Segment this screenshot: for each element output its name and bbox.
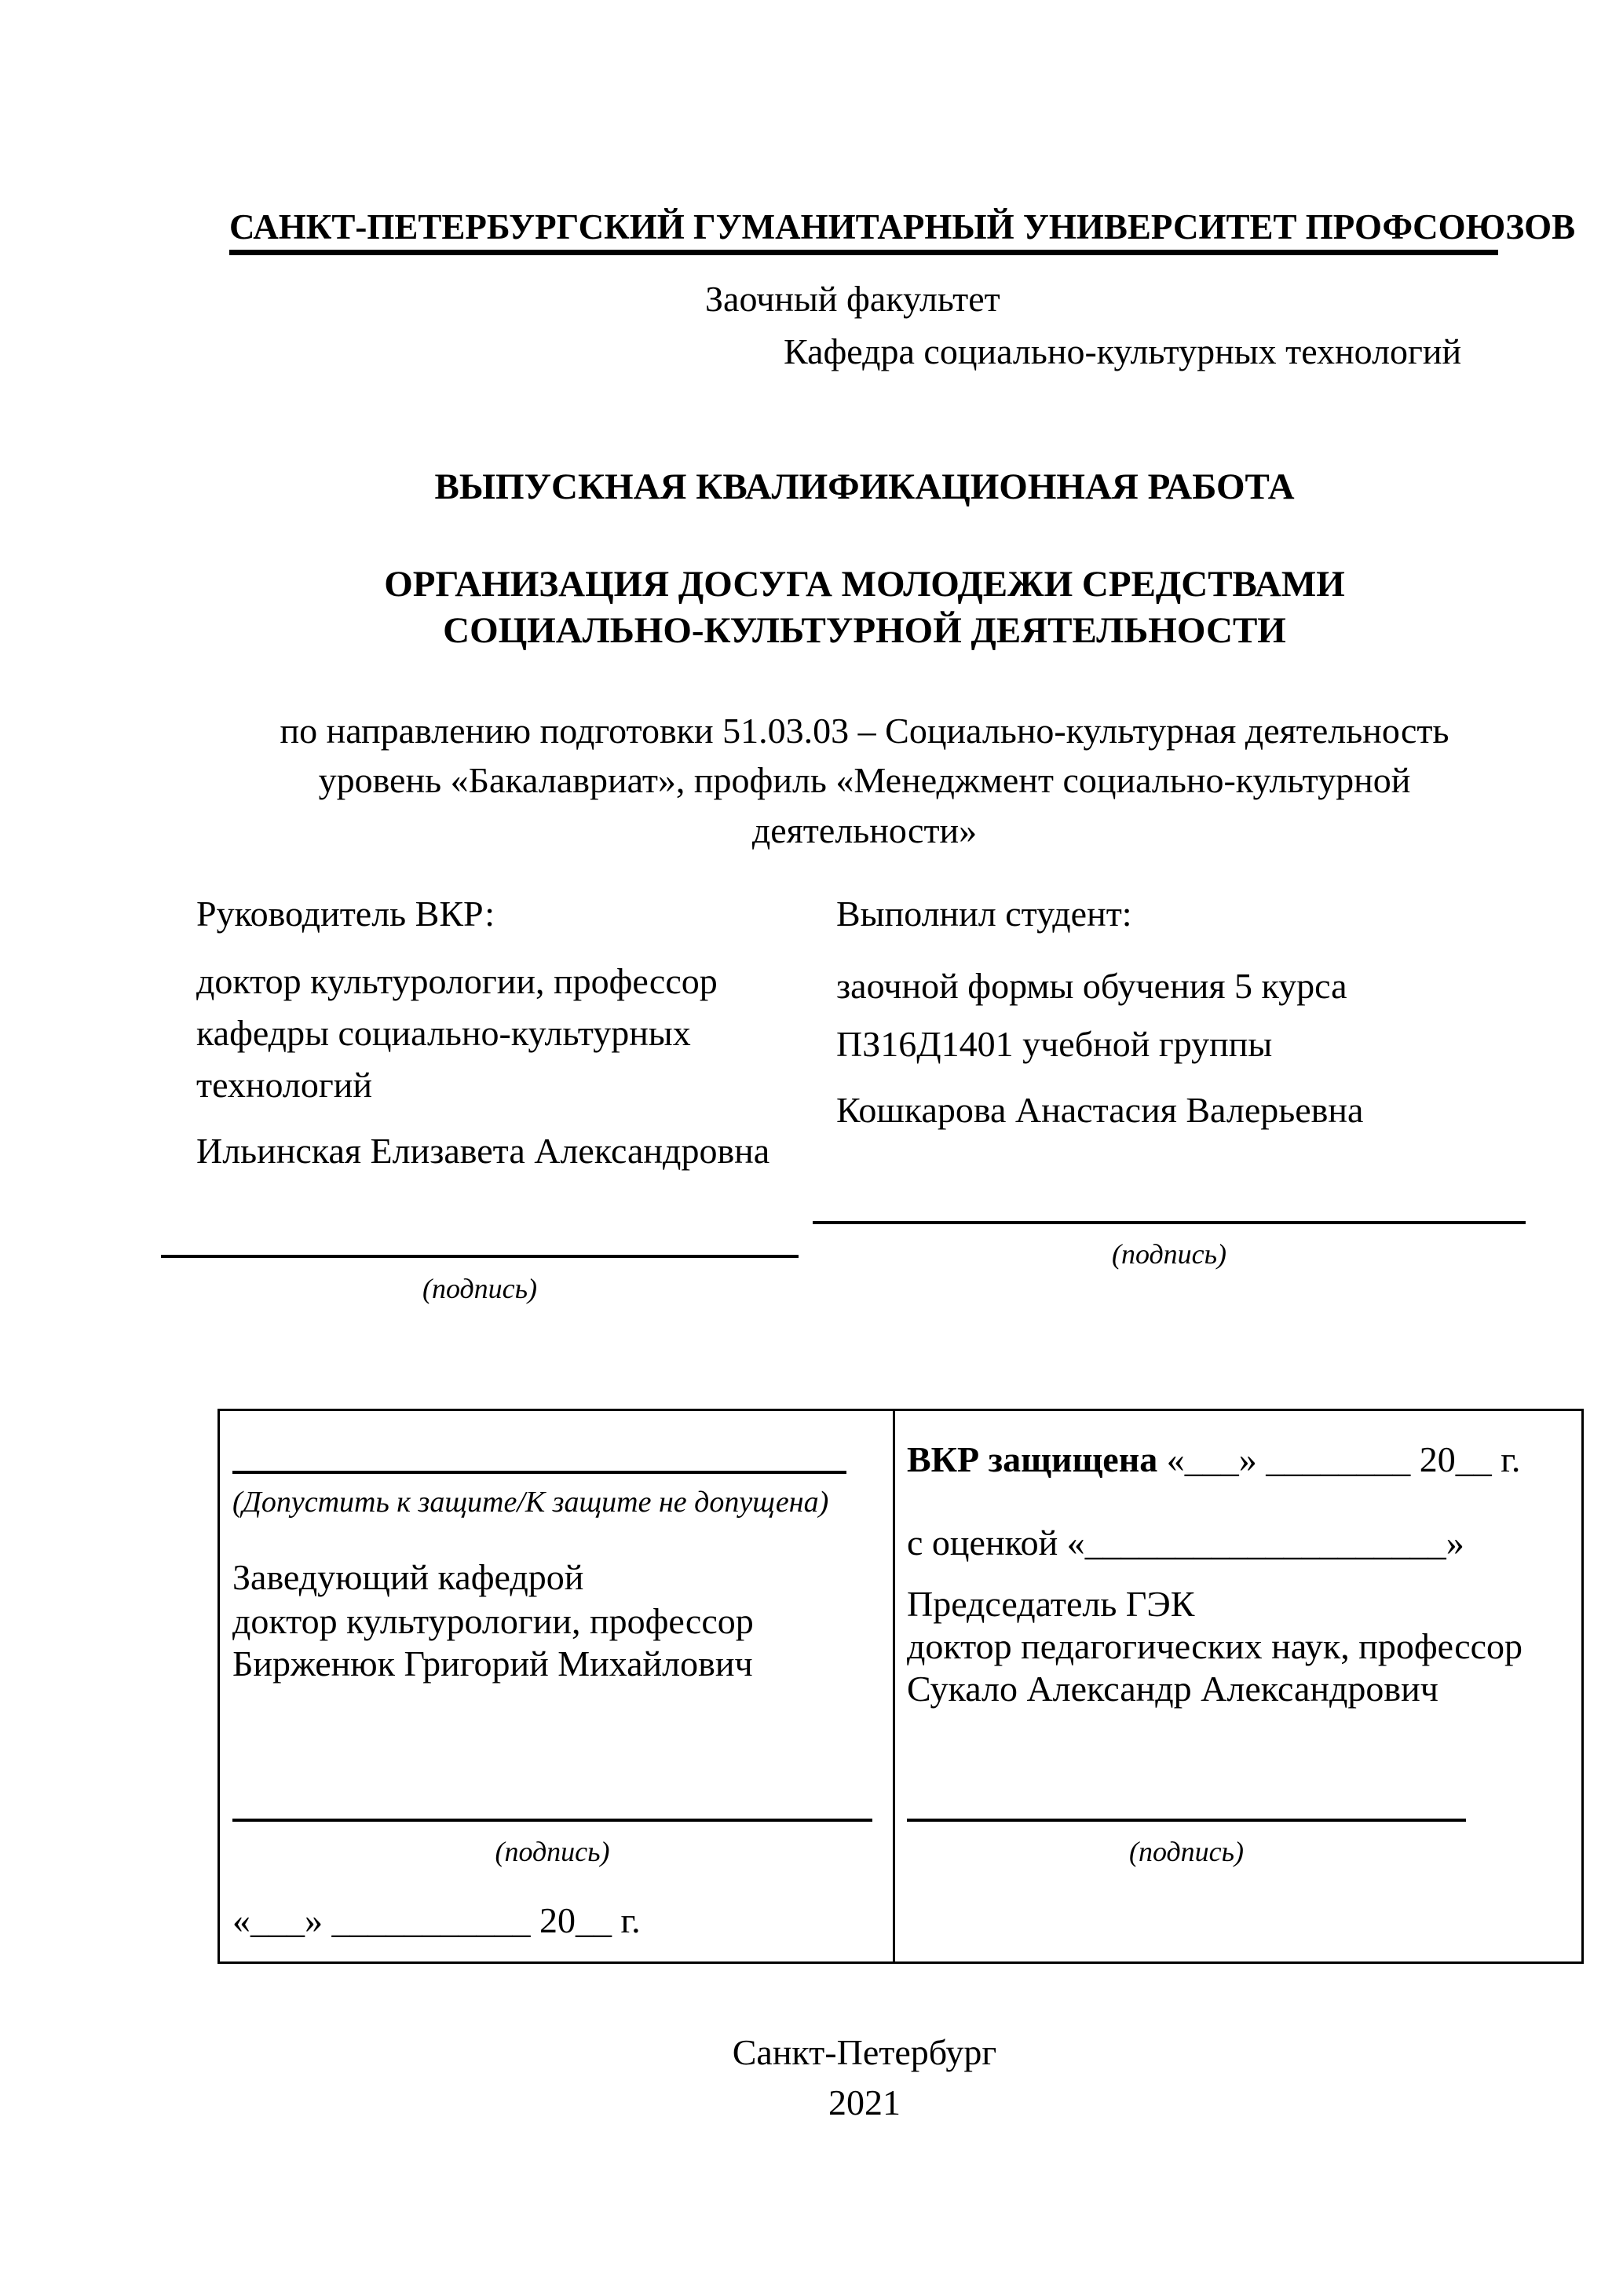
defense-grade-blank: с оценкой «____________________» bbox=[907, 1523, 1464, 1563]
defense-result-blanks: «___» ________ 20__ г. bbox=[1157, 1439, 1521, 1479]
student-name: Кошкарова Анастасия Валерьевна bbox=[836, 1090, 1364, 1130]
student-signature-line bbox=[813, 1221, 1526, 1224]
student-info-line2: ПЗ16Д1401 учебной группы bbox=[836, 1024, 1273, 1064]
committee-chair-label: Председатель ГЭК bbox=[907, 1584, 1195, 1624]
department-head-degree: доктор культурологии, профессор bbox=[232, 1601, 754, 1641]
department-head-position: Заведующий кафедрой bbox=[232, 1557, 584, 1597]
footer-city: Санкт-Петербург bbox=[732, 2032, 997, 2072]
admission-date-blank: «___» ___________ 20__ г. bbox=[232, 1900, 641, 1940]
footer-year: 2021 bbox=[828, 2082, 901, 2122]
supervisor-degree-line3: технологий bbox=[196, 1065, 372, 1105]
program-line2: уровень «Бакалавриат», профиль «Менеджмент социально-культурной bbox=[318, 760, 1411, 800]
student-info-line1: заочной формы обучения 5 курса bbox=[836, 966, 1347, 1006]
department-name: Кафедра социально-культурных технологий bbox=[784, 331, 1462, 371]
admission-signature-caption: (подпись) bbox=[495, 1836, 610, 1867]
defense-signature-caption: (подпись) bbox=[1128, 1836, 1245, 1867]
admission-decision-caption: (Допустить к защите/К защите не допущена) bbox=[232, 1486, 829, 1519]
admission-defense-table bbox=[217, 1409, 1584, 1964]
supervisor-label: Руководитель ВКР: bbox=[196, 894, 495, 934]
university-name: САНКТ-ПЕТЕРБУРГСКИЙ ГУМАНИТАРНЫЙ УНИВЕРСИТЕТ ПРОФСОЮЗОВ bbox=[229, 207, 1576, 247]
faculty-name: Заочный факультет bbox=[705, 279, 1000, 319]
committee-chair-name: Сукало Александр Александрович bbox=[907, 1669, 1438, 1709]
defense-result-label: ВКР защищена bbox=[907, 1439, 1158, 1479]
supervisor-signature-line bbox=[161, 1255, 799, 1258]
supervisor-name: Ильинская Елизавета Александровна bbox=[196, 1131, 770, 1171]
thesis-title-line1: ОРГАНИЗАЦИЯ ДОСУГА МОЛОДЕЖИ СРЕДСТВАМИ bbox=[384, 564, 1345, 605]
defense-result-line bbox=[907, 1438, 1520, 1481]
admission-decision-blank-line bbox=[232, 1471, 846, 1474]
department-head-name: Бирженюк Григорий Михайлович bbox=[232, 1643, 753, 1684]
work-type-heading: ВЫПУСКНАЯ КВАЛИФИКАЦИОННАЯ РАБОТА bbox=[434, 466, 1295, 507]
committee-chair-degree: доктор педагогических наук, профессор bbox=[907, 1626, 1523, 1666]
header-underline-rule bbox=[229, 250, 1498, 255]
table-column-divider bbox=[893, 1411, 895, 1961]
supervisor-degree-line2: кафедры социально-культурных bbox=[196, 1013, 691, 1053]
supervisor-signature-caption: (подпись) bbox=[422, 1273, 538, 1304]
program-line3: деятельности» bbox=[751, 810, 978, 850]
program-line1: по направлению подготовки 51.03.03 – Социально-культурная деятельность bbox=[280, 711, 1449, 751]
student-label: Выполнил студент: bbox=[836, 894, 1132, 934]
supervisor-degree-line1: доктор культурологии, профессор bbox=[196, 961, 718, 1001]
admission-signature-line bbox=[232, 1819, 872, 1822]
thesis-title-line2: СОЦИАЛЬНО-КУЛЬТУРНОЙ ДЕЯТЕЛЬНОСТИ bbox=[443, 610, 1286, 651]
defense-signature-line bbox=[907, 1819, 1466, 1822]
student-signature-caption: (подпись) bbox=[1111, 1238, 1227, 1270]
